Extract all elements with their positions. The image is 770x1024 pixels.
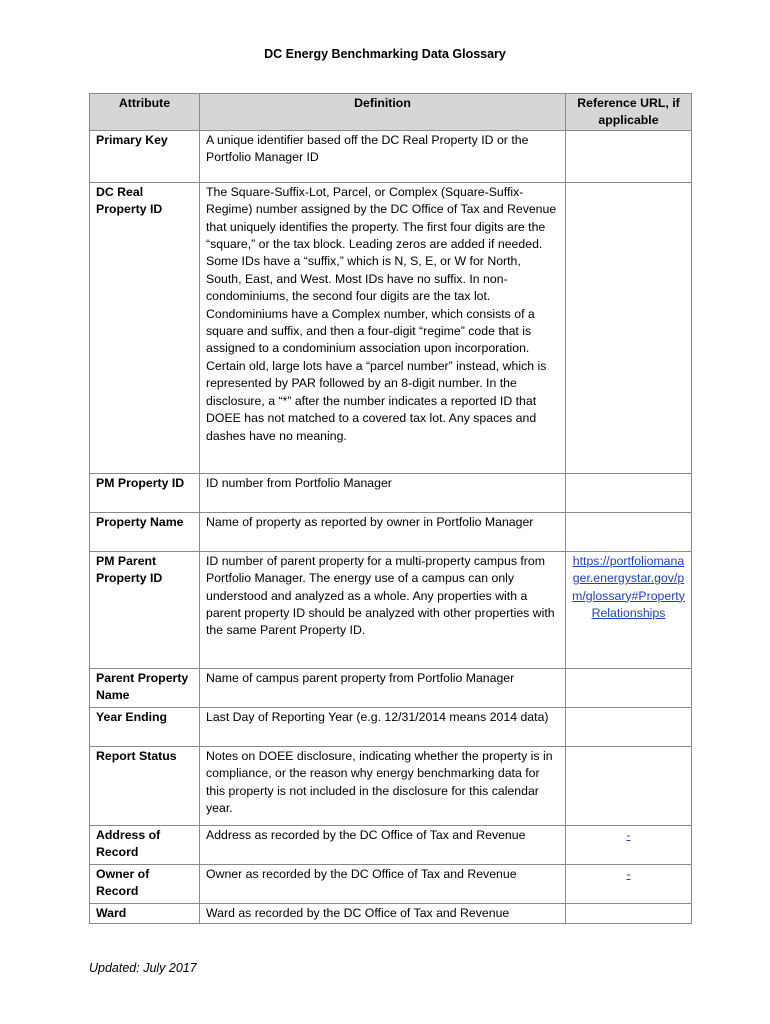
definition-cell: Name of property as reported by owner in Portfolio Manager — [200, 512, 566, 551]
definition-cell: Last Day of Reporting Year (e.g. 12/31/2014 means 2014 data) — [200, 707, 566, 746]
definition-cell: Owner as recorded by the DC Office of Tax and Revenue — [200, 864, 566, 903]
attribute-cell: Primary Key — [90, 130, 200, 182]
attribute-cell: Owner of Record — [90, 864, 200, 903]
page-title: DC Energy Benchmarking Data Glossary — [264, 47, 506, 61]
reference-cell — [566, 668, 692, 707]
attribute-cell: DC Real Property ID — [90, 182, 200, 473]
attribute-cell: Year Ending — [90, 707, 200, 746]
table-row — [90, 707, 692, 746]
table-header-row — [90, 94, 692, 131]
attribute-cell: Ward — [90, 903, 200, 923]
definition-cell: The Square-Suffix-Lot, Parcel, or Complex (Square-Suffix-Regime) number assigned by the DC Office of Tax and Revenue that uniquely identifies the property. The first four digits are the “square,” or the tax block. Leading zeros are added if needed. Some IDs have a “suffix,” which is N, S, E, or W for North, South, East, and West. Most IDs have no suffix. In non-condominiums, the second four digits are the tax lot. Condominiums have a Complex number, which consists of a square and suffix, and then a four-digit “regime” code that is assigned to a condominium association upon incorporation. Certain old, large lots have a “parcel number” instead, which is represented by PAR followed by an 8-digit number. In the disclosure, a “*” after the number indicates a reported ID that DOEE has not matched to a covered tax lot. Any spaces and dashes have no meaning. — [200, 182, 566, 473]
definition-cell: Notes on DOEE disclosure, indicating whether the property is in compliance, or the reason why energy benchmarking data for this property is not included in the disclosure for this calendar year. — [200, 746, 566, 825]
table-row — [90, 473, 692, 512]
definition-cell: Ward as recorded by the DC Office of Tax and Revenue — [200, 903, 566, 923]
reference-cell — [566, 903, 692, 923]
glossary-table — [89, 93, 692, 924]
header-reference: Reference URL, if applicable — [566, 94, 692, 131]
definition-cell: Address as recorded by the DC Office of Tax and Revenue — [200, 825, 566, 864]
table-row — [90, 668, 692, 707]
table-row — [90, 512, 692, 551]
reference-cell — [566, 473, 692, 512]
table-row — [90, 551, 692, 668]
definition-cell: ID number from Portfolio Manager — [200, 473, 566, 512]
table-row — [90, 903, 692, 923]
reference-cell — [566, 551, 692, 668]
reference-cell — [566, 707, 692, 746]
table-row — [90, 864, 692, 903]
attribute-cell: Property Name — [90, 512, 200, 551]
reference-cell — [566, 746, 692, 825]
reference-cell — [566, 825, 692, 864]
reference-cell — [566, 512, 692, 551]
table-row — [90, 825, 692, 864]
reference-cell — [566, 182, 692, 473]
table-row — [90, 746, 692, 825]
table-row — [90, 182, 692, 473]
header-attribute: Attribute — [90, 94, 200, 131]
reference-cell — [566, 130, 692, 182]
header-definition: Definition — [200, 94, 566, 131]
reference-link[interactable]: - — [626, 827, 631, 842]
reference-cell — [566, 864, 692, 903]
attribute-cell: Address of Record — [90, 825, 200, 864]
attribute-cell: Parent Property Name — [90, 668, 200, 707]
portfolio-manager-glossary-link[interactable]: https://portfoliomanager.energystar.gov/pm/glossary#PropertyRelationships — [572, 553, 685, 621]
table-row — [90, 130, 692, 182]
reference-link[interactable]: - — [626, 866, 631, 881]
attribute-cell: PM Parent Property ID — [90, 551, 200, 668]
attribute-cell: Report Status — [90, 746, 200, 825]
attribute-cell: PM Property ID — [90, 473, 200, 512]
updated-date: Updated: July 2017 — [89, 961, 197, 975]
definition-cell: A unique identifier based off the DC Real Property ID or the Portfolio Manager ID — [200, 130, 566, 182]
definition-cell: ID number of parent property for a multi-property campus from Portfolio Manager. The energy use of a campus can only understood and analyzed as a whole. Any properties with a parent property ID should be analyzed with other properties with the same Parent Property ID. — [200, 551, 566, 668]
definition-cell: Name of campus parent property from Portfolio Manager — [200, 668, 566, 707]
